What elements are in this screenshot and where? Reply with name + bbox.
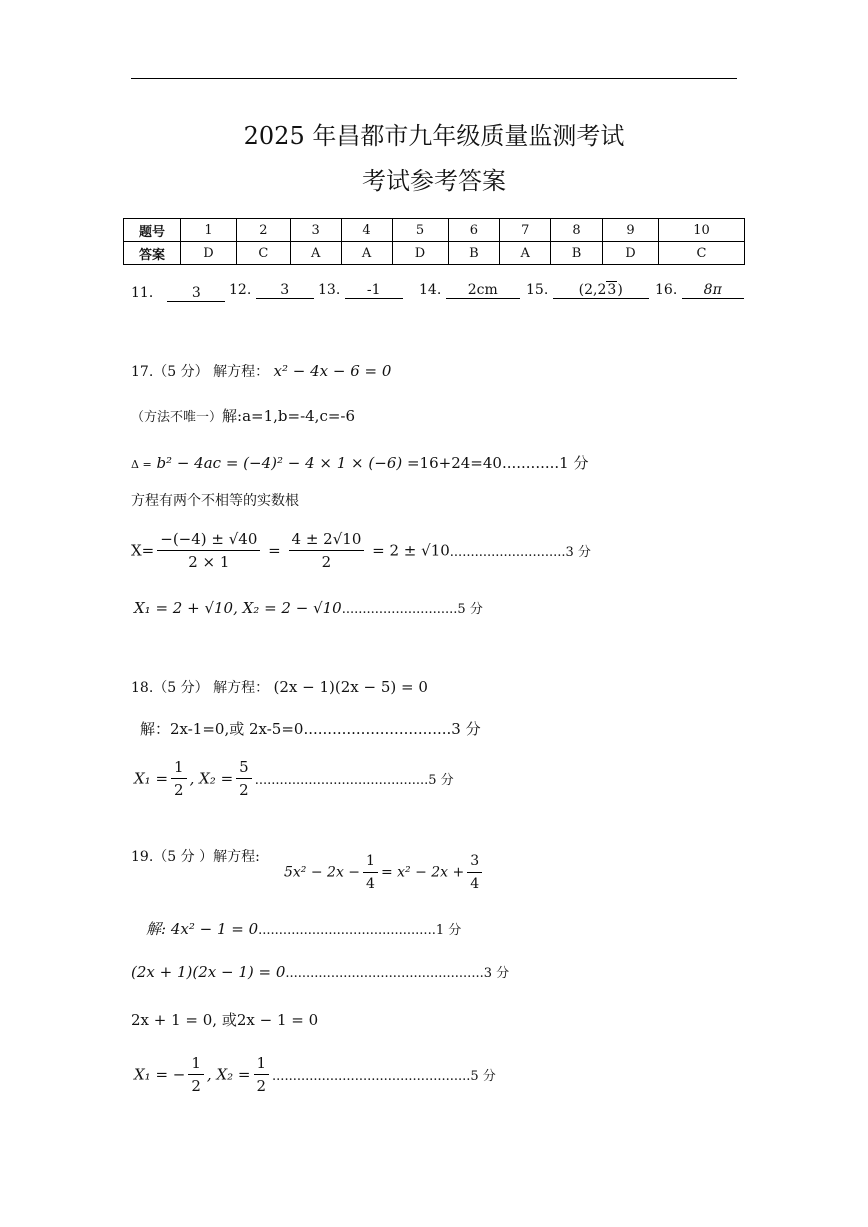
table-header-number: 题号: [124, 219, 181, 242]
fill-blank-16: [655, 282, 744, 299]
q19-equation: 5x² − 2x − $\frac{1}{4}$ = x² − 2x + $\frac{3}{4}$: [284, 850, 485, 895]
fill-blank-14: [419, 282, 520, 299]
fill-blank-12: [229, 282, 314, 299]
q19-step1: 解: 4x² − 1 = 0...........................................1 分: [146, 920, 462, 938]
top-rule: [131, 78, 737, 79]
fill-blank-15: [526, 282, 649, 299]
q17-note: （方法不唯一）: [131, 410, 223, 425]
q17-roots: X₁ = 2 + √10, X₂ = 2 − √10............................5 分: [134, 599, 483, 617]
fraction: $\frac{5}{2}$: [236, 756, 252, 801]
q19-roots: X₁ = − $\frac{1}{2}$ , X₂ = $\frac{1}{2}$ ................................................5 分: [134, 1054, 496, 1095]
table-cell: A: [341, 242, 392, 265]
blank-answer: (2,23): [553, 282, 649, 299]
page-subtitle: 考试参考答案: [362, 167, 506, 195]
table-cell: B: [448, 242, 500, 265]
q19-step3: 2x + 1 = 0, 或2x − 1 = 0: [131, 1011, 319, 1029]
fill-blank-13: [318, 282, 403, 299]
table-cell: A: [500, 242, 551, 265]
table-cell: 1: [181, 219, 237, 242]
fraction: $\frac{-(-4) \pm √40}{2 \times 1}$: [157, 528, 260, 573]
fraction: $\frac{1}{4}$: [363, 850, 378, 895]
question-number: 16.: [655, 282, 678, 298]
page-title: 2025 年昌都市九年级质量监测考试: [243, 122, 625, 150]
table-cell: D: [602, 242, 658, 265]
table-row-answers: [124, 242, 745, 265]
q17-formula-line: X= $\frac{-(-4) \pm √40}{2 \times 1}$ = $\frac{4 \pm 2√10}{2}$ = 2 ± √10............................3 分: [131, 530, 591, 571]
question-number: 13.: [318, 282, 341, 298]
blank-answer: 2cm: [446, 282, 520, 299]
table-cell: A: [290, 242, 341, 265]
blank-answer: 3: [256, 282, 314, 299]
q17-delta-line: Δ = b² − 4ac = (−4)² − 4 × 1 × (−6) =16+24=40............1 分: [131, 454, 589, 472]
q19-header: 19.（5 分 ）解方程:: [131, 849, 260, 865]
table-cell: 7: [500, 219, 551, 242]
table-cell: 8: [551, 219, 603, 242]
fraction: $\frac{1}{2}$: [171, 756, 187, 801]
question-number: 12.: [229, 282, 252, 298]
table-cell: 6: [448, 219, 500, 242]
table-cell: 10: [658, 219, 744, 242]
table-cell: 9: [602, 219, 658, 242]
table-cell: 5: [392, 219, 448, 242]
table-cell: 4: [341, 219, 392, 242]
table-row-numbers: [124, 219, 745, 242]
fraction: $\frac{1}{2}$: [188, 1052, 204, 1097]
fraction: $\frac{3}{4}$: [467, 850, 482, 895]
sqrt-sign: 3: [607, 282, 617, 298]
table-cell: D: [181, 242, 237, 265]
question-number: 11．: [131, 285, 163, 301]
table-cell: C: [237, 242, 291, 265]
q19-step2: (2x + 1)(2x − 1) = 0................................................3 分: [131, 963, 510, 981]
table-cell: 2: [237, 219, 291, 242]
table-cell: D: [392, 242, 448, 265]
table-cell: C: [658, 242, 744, 265]
q18-header: 18.（5 分） 解方程： (2x − 1)(2x − 5) = 0: [131, 678, 428, 696]
blank-answer: 3: [167, 285, 225, 302]
q18-step1: 解：2x-1=0,或 2x-5=0...............................3 分: [140, 720, 481, 738]
question-number: 14.: [419, 282, 442, 298]
fraction: $\frac{4 \pm 2√10}{2}$: [289, 528, 365, 573]
blank-answer: -1: [345, 282, 403, 299]
fraction: $\frac{1}{2}$: [254, 1052, 270, 1097]
q18-roots: X₁ = $\frac{1}{2}$ , X₂ = $\frac{5}{2}$ ..........................................5 分: [134, 758, 454, 799]
table-cell: 3: [290, 219, 341, 242]
q17-equation: x² − 4x − 6 = 0: [273, 362, 392, 380]
q17-header: 17.（5 分） 解方程： x² − 4x − 6 = 0: [131, 362, 392, 380]
q17-step1: （方法不唯一）解:a=1,b=-4,c=-6: [131, 407, 356, 425]
fill-blank-11: [131, 282, 225, 302]
answer-table: [123, 218, 745, 265]
q18-equation: (2x − 1)(2x − 5) = 0: [273, 678, 428, 696]
table-cell: B: [551, 242, 603, 265]
question-number: 15.: [526, 282, 549, 298]
blank-answer: 8π: [682, 282, 744, 299]
q17-conclusion: 方程有两个不相等的实数根: [131, 493, 299, 509]
table-header-answer: 答案: [124, 242, 181, 265]
